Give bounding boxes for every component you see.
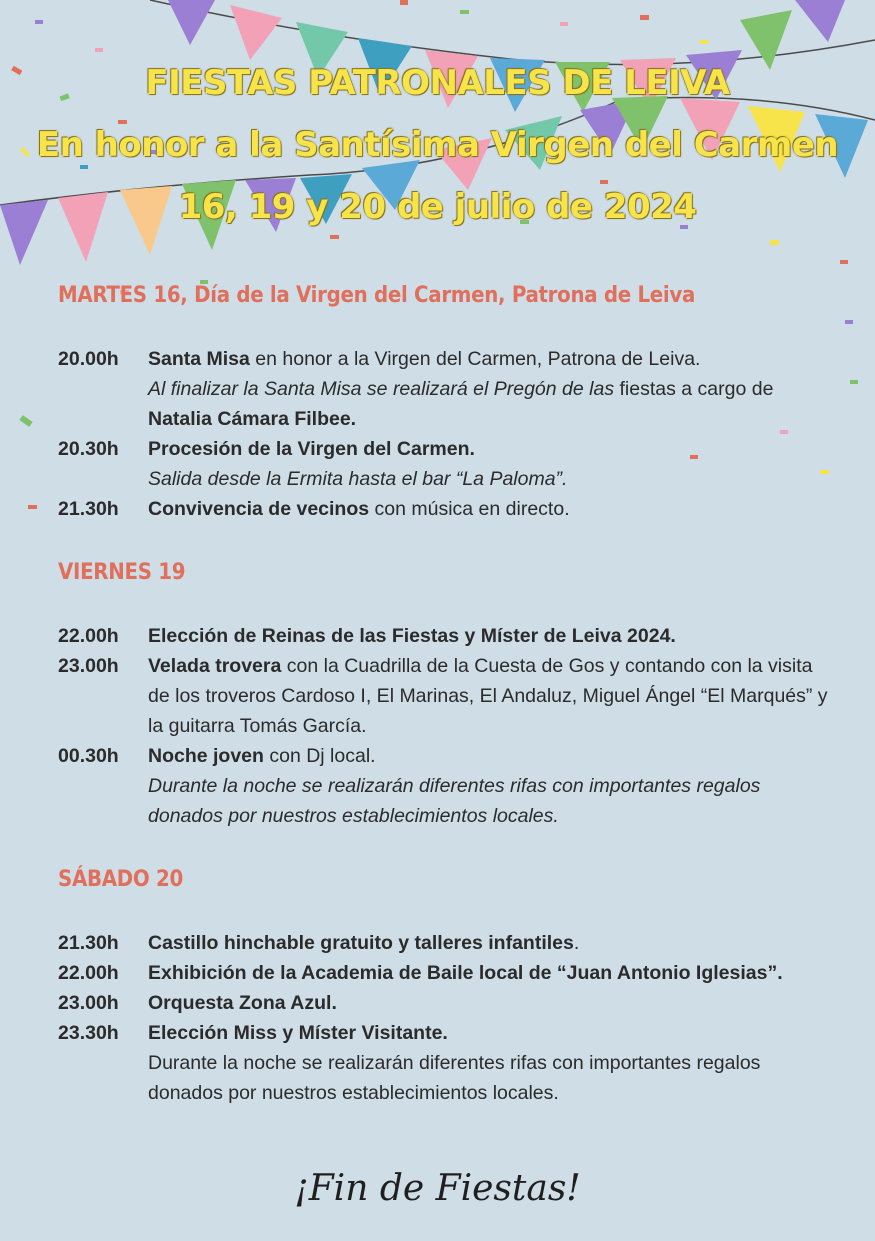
event-time: 23.00h	[58, 992, 119, 1014]
closing-text: ¡Fin de Fiestas!	[294, 1168, 581, 1209]
program-content	[58, 276, 838, 1108]
event-description	[148, 928, 838, 958]
event-title: Procesión de la Virgen del Carmen.	[148, 438, 475, 460]
day-heading-tuesday: MARTES 16, Día de la Virgen del Carmen, Patrona de Leiva	[58, 283, 696, 308]
event-time: 21.30h	[58, 498, 119, 520]
event-row	[58, 651, 838, 741]
event-description	[148, 651, 838, 741]
event-time: 21.30h	[58, 932, 119, 954]
event-note: Durante la noche se realizarán diferentes rifas con importantes regalos donados por nuestros establecimientos locales.	[148, 775, 761, 827]
event-note: Durante la noche se realizarán diferentes rifas con importantes regalos donados por nuestros establecimientos locales.	[148, 1052, 761, 1104]
event-description	[148, 1018, 838, 1108]
event-title: Velada trovera	[148, 655, 282, 677]
event-row	[58, 344, 838, 434]
event-row	[58, 928, 838, 958]
event-detail: .	[573, 932, 580, 954]
day-heading-friday: VIERNES 19	[58, 560, 186, 585]
event-time: 00.30h	[58, 745, 119, 767]
event-row	[58, 434, 838, 494]
event-row	[58, 741, 838, 831]
events-friday	[58, 621, 838, 831]
event-time: 23.30h	[58, 1022, 119, 1044]
event-time: 20.30h	[58, 438, 119, 460]
event-row	[58, 494, 838, 524]
events-saturday	[58, 928, 838, 1108]
events-tuesday	[58, 344, 838, 524]
event-row	[58, 988, 838, 1018]
event-title: Elección Miss y Míster Visitante.	[148, 1022, 448, 1044]
event-title: Elección de Reinas de las Fiestas y Míster de Leiva 2024.	[148, 625, 676, 647]
event-note-plain: fiestas a cargo de	[614, 378, 774, 400]
event-row	[58, 1018, 838, 1108]
event-detail: con la Cuadrilla de la Cuesta de Gos y contando con la visita de los troveros Cardoso I, El Marinas, El Andaluz, Miguel Ángel “El Marqués” y la guitarra Tomás García.	[148, 655, 828, 737]
event-description	[148, 988, 838, 1018]
event-row	[58, 621, 838, 651]
event-description	[148, 344, 838, 434]
event-title: Santa Misa	[148, 348, 250, 370]
event-time: 23.00h	[58, 655, 119, 677]
title-line-2: En honor a la Santísima Virgen del Carmen	[36, 125, 839, 165]
event-detail: en honor a la Virgen del Carmen, Patrona de Leiva.	[249, 348, 701, 370]
event-time: 20.00h	[58, 348, 119, 370]
event-title: Exhibición de la Academia de Baile local de “Juan Antonio Iglesias”.	[148, 962, 783, 984]
event-description	[148, 958, 838, 988]
day-heading-saturday: SÁBADO 20	[58, 867, 183, 892]
event-title: Noche joven	[148, 745, 264, 767]
event-time: 22.00h	[58, 962, 119, 984]
event-description	[148, 621, 838, 651]
event-note: Al finalizar la Santa Misa se realizará el Pregón de las	[148, 378, 615, 400]
event-time: 22.00h	[58, 625, 119, 647]
event-title: Orquesta Zona Azul.	[148, 992, 337, 1014]
title-line-3: 16, 19 y 20 de julio de 2024	[178, 187, 697, 227]
title-line-1: FIESTAS PATRONALES DE LEIVA	[145, 63, 730, 103]
header-title-block	[0, 52, 875, 238]
event-detail: con música en directo.	[369, 498, 570, 520]
event-description	[148, 434, 838, 494]
event-detail: con Dj local.	[263, 745, 376, 767]
event-row	[58, 958, 838, 988]
event-title: Convivencia de vecinos	[148, 498, 370, 520]
event-speaker: Natalia Cámara Filbee.	[148, 408, 357, 430]
event-description	[148, 741, 838, 831]
event-title: Castillo hinchable gratuito y talleres infantiles	[148, 932, 574, 954]
event-note: Salida desde la Ermita hasta el bar “La Paloma”.	[148, 468, 568, 490]
event-description	[148, 494, 838, 524]
